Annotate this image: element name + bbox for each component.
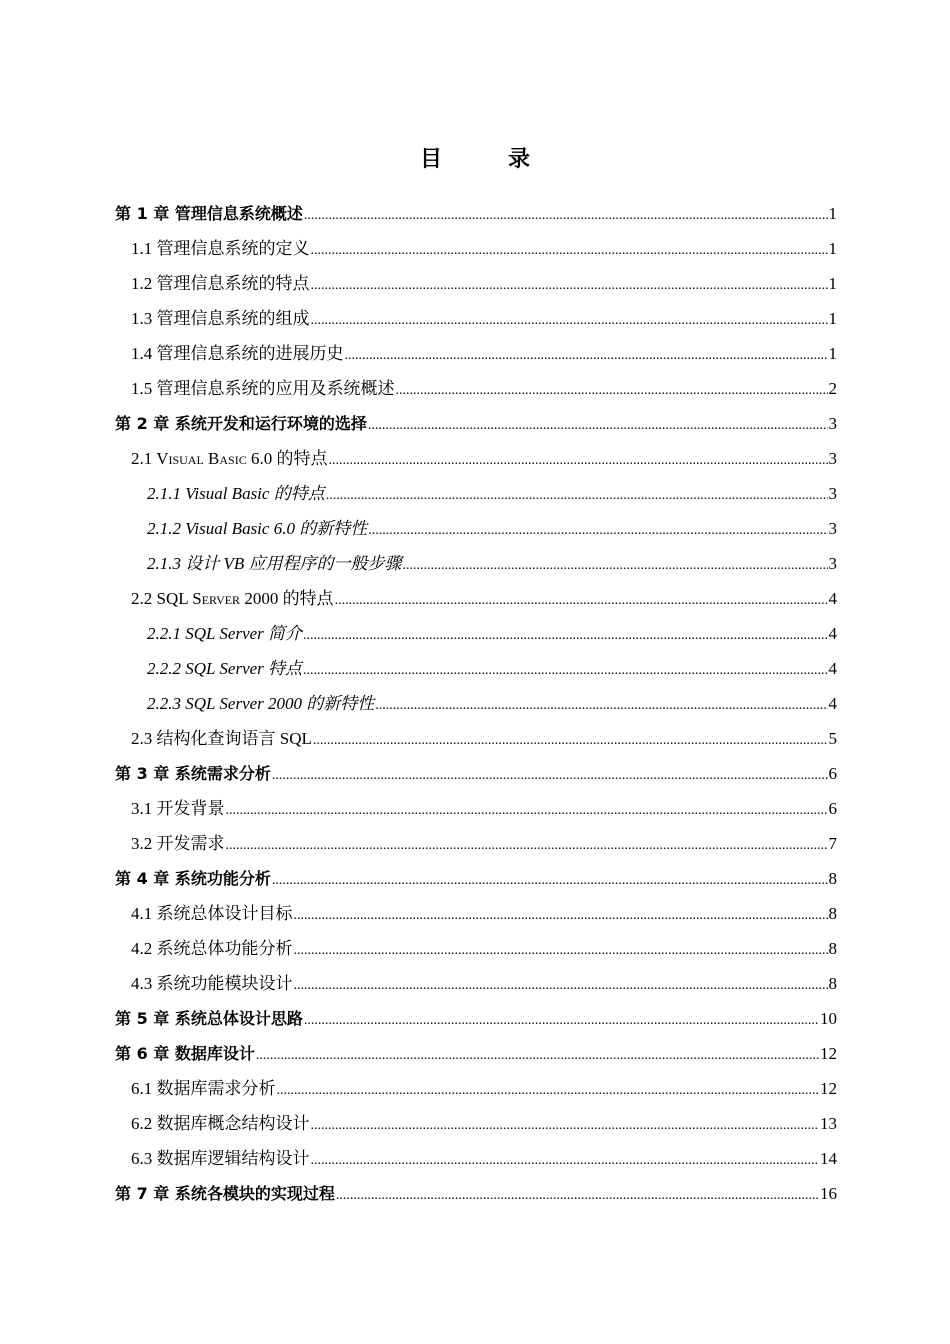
toc-entry-page: 12	[820, 1079, 837, 1098]
toc-entry-text: 第 1 章 管理信息系统概述	[115, 204, 303, 223]
toc-entry-page: 13	[820, 1114, 837, 1133]
toc-entry-text: 6.1 数据库需求分析	[131, 1079, 276, 1098]
toc-entry-text: 1.3 管理信息系统的组成	[131, 309, 310, 328]
toc-entry-text: 2.1.3 设计 VB 应用程序的一般步骤	[147, 554, 402, 573]
toc-leader	[294, 898, 828, 933]
toc-entry-page: 10	[820, 1009, 837, 1028]
toc-entry[interactable]	[115, 1001, 837, 1036]
toc-leader	[368, 513, 827, 548]
toc-entry-page: 8	[828, 939, 837, 958]
toc-entry-text: 1.4 管理信息系统的进展历史	[131, 344, 344, 363]
toc-entry-page: 1	[828, 344, 837, 363]
toc-entry-text: 2.2 SQL Server 2000 的特点	[131, 589, 334, 608]
toc-entry[interactable]	[115, 301, 837, 336]
toc-entry-page: 2	[828, 379, 837, 398]
toc-leader	[277, 1073, 820, 1108]
toc-entry-page: 16	[820, 1184, 837, 1203]
toc-leader	[335, 583, 828, 618]
toc-entry-text: 3.2 开发需求	[131, 834, 225, 853]
toc-entry[interactable]	[115, 651, 837, 686]
toc-entry[interactable]	[115, 826, 837, 861]
toc-entry-text: 4.1 系统总体设计目标	[131, 904, 293, 923]
toc-leader	[256, 1038, 819, 1073]
toc-leader	[336, 1178, 819, 1213]
toc-leader	[326, 478, 828, 513]
toc-leader	[328, 443, 827, 478]
toc-entry[interactable]	[115, 1141, 837, 1176]
toc-entry[interactable]	[115, 686, 837, 721]
toc-entry-page: 12	[820, 1044, 837, 1063]
toc-entry[interactable]	[115, 756, 837, 791]
toc-entry-page: 3	[828, 554, 837, 573]
toc-entry-text: 2.1 Visual Basic 6.0 的特点	[131, 449, 328, 468]
toc-entry[interactable]	[115, 1036, 837, 1071]
toc-leader	[396, 373, 828, 408]
toc-entry-page: 3	[828, 484, 837, 503]
toc-entry-text: 1.1 管理信息系统的定义	[131, 239, 310, 258]
toc-entry[interactable]	[115, 616, 837, 651]
toc-entry-text: 1.5 管理信息系统的应用及系统概述	[131, 379, 395, 398]
toc-entry-text: 2.3 结构化查询语言 SQL	[131, 729, 312, 748]
toc-entry-text: 4.2 系统总体功能分析	[131, 939, 293, 958]
toc-list	[115, 196, 837, 1211]
toc-entry-text: 3.1 开发背景	[131, 799, 225, 818]
toc-leader	[311, 1108, 820, 1143]
toc-entry[interactable]	[115, 476, 837, 511]
toc-entry-page: 3	[828, 414, 837, 433]
toc-entry-text: 2.2.3 SQL Server 2000 的新特性	[147, 694, 375, 713]
toc-entry[interactable]	[115, 896, 837, 931]
toc-entry[interactable]	[115, 1071, 837, 1106]
toc-leader	[226, 793, 828, 828]
toc-entry[interactable]	[115, 721, 837, 756]
toc-entry-text: 第 5 章 系统总体设计思路	[115, 1009, 303, 1028]
toc-entry[interactable]	[115, 266, 837, 301]
toc-entry-text: 2.1.2 Visual Basic 6.0 的新特性	[147, 519, 368, 538]
toc-entry-page: 8	[828, 904, 837, 923]
toc-leader	[311, 268, 828, 303]
toc-entry[interactable]	[115, 511, 837, 546]
toc-leader	[304, 198, 828, 233]
toc-entry[interactable]	[115, 336, 837, 371]
toc-entry[interactable]	[115, 546, 837, 581]
toc-leader	[368, 408, 828, 443]
toc-entry[interactable]	[115, 406, 837, 441]
toc-leader	[311, 303, 828, 338]
toc-leader	[345, 338, 828, 373]
toc-leader	[294, 933, 828, 968]
toc-entry-page: 1	[828, 274, 837, 293]
toc-entry-text: 第 7 章 系统各模块的实现过程	[115, 1184, 335, 1203]
toc-entry-text: 2.2.2 SQL Server 特点	[147, 659, 303, 678]
toc-entry[interactable]	[115, 791, 837, 826]
toc-leader	[272, 758, 828, 793]
toc-entry-page: 3	[828, 449, 837, 468]
toc-entry[interactable]	[115, 1106, 837, 1141]
toc-entry-page: 3	[828, 519, 837, 538]
toc-entry[interactable]	[115, 441, 837, 476]
toc-leader	[311, 1143, 820, 1178]
toc-leader	[226, 828, 828, 863]
toc-leader	[304, 1003, 819, 1038]
toc-entry[interactable]	[115, 231, 837, 266]
toc-leader	[303, 618, 827, 653]
toc-entry-page: 6	[828, 799, 837, 818]
toc-entry-text: 第 6 章 数据库设计	[115, 1044, 255, 1063]
toc-entry[interactable]	[115, 1176, 837, 1211]
toc-entry-text: 4.3 系统功能模块设计	[131, 974, 293, 993]
toc-leader	[294, 968, 828, 1003]
toc-leader	[403, 548, 828, 583]
toc-entry-page: 4	[828, 659, 837, 678]
toc-entry-text: 6.2 数据库概念结构设计	[131, 1114, 310, 1133]
toc-leader	[375, 688, 827, 723]
toc-entry[interactable]	[115, 581, 837, 616]
toc-leader	[303, 653, 827, 688]
toc-leader	[313, 723, 828, 758]
toc-entry-page: 4	[828, 589, 837, 608]
toc-entry-page: 8	[828, 974, 837, 993]
toc-entry-text: 第 4 章 系统功能分析	[115, 869, 271, 888]
toc-entry-text: 第 3 章 系统需求分析	[115, 764, 271, 783]
toc-entry[interactable]	[115, 371, 837, 406]
toc-entry-page: 1	[828, 309, 837, 328]
toc-leader	[311, 233, 828, 268]
toc-entry-text: 1.2 管理信息系统的特点	[131, 274, 310, 293]
toc-entry-page: 1	[828, 239, 837, 258]
toc-entry-page: 6	[828, 764, 837, 783]
toc-entry-page: 8	[828, 869, 837, 888]
toc-entry[interactable]	[115, 861, 837, 896]
toc-entry-text: 第 2 章 系统开发和运行环境的选择	[115, 414, 367, 433]
toc-entry[interactable]	[115, 931, 837, 966]
toc-entry[interactable]	[115, 196, 837, 231]
toc-entry-page: 4	[828, 694, 837, 713]
toc-entry-page: 7	[828, 834, 837, 853]
toc-entry-text: 2.2.1 SQL Server 简介	[147, 624, 303, 643]
toc-entry-page: 1	[828, 204, 837, 223]
toc-entry[interactable]	[115, 966, 837, 1001]
toc-entry-page: 14	[820, 1149, 837, 1168]
toc-entry-text: 2.1.1 Visual Basic 的特点	[147, 484, 325, 503]
toc-leader	[272, 863, 828, 898]
toc-entry-page: 4	[828, 624, 837, 643]
toc-entry-page: 5	[828, 729, 837, 748]
toc-entry-text: 6.3 数据库逻辑结构设计	[131, 1149, 310, 1168]
toc-title: 目 录	[419, 147, 552, 172]
